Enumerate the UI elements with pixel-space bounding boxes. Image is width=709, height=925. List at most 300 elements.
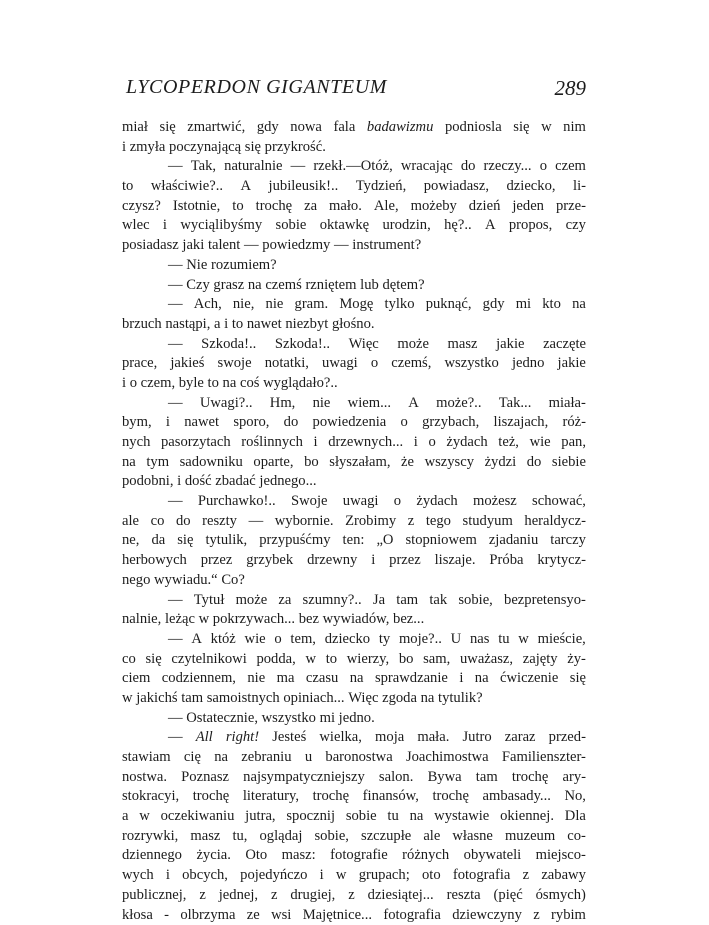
word: fala [333, 118, 355, 138]
word: i [163, 216, 167, 236]
word: może?.. [436, 394, 481, 414]
text-line [122, 610, 586, 630]
word: A [408, 394, 419, 414]
text-line [122, 807, 586, 827]
text-line [122, 886, 586, 906]
word: reszta [447, 886, 481, 906]
word: nim [563, 118, 586, 138]
word: Istotnie, [173, 197, 220, 217]
word: to [122, 177, 133, 197]
word: różnych [402, 846, 449, 866]
word: obcych, [182, 866, 228, 886]
word: i [224, 315, 232, 335]
word: tam [396, 591, 418, 611]
word: jeden [512, 197, 544, 217]
word: zmyła [130, 138, 169, 158]
italic-word: right! [226, 728, 259, 748]
text-line [122, 728, 586, 748]
word: oglądaj [259, 827, 302, 847]
word: grzybek [246, 551, 293, 571]
word: własne [452, 827, 493, 847]
word: A [241, 177, 252, 197]
word: słyszałam, [329, 453, 390, 473]
word: się [145, 650, 161, 670]
text-line [122, 551, 586, 571]
word: rozrywki, [122, 827, 178, 847]
text-line [122, 531, 586, 551]
word: na [214, 748, 228, 768]
word: bym, [122, 413, 152, 433]
word: tu [498, 630, 509, 650]
word: opiniach... [283, 689, 348, 709]
word: sporo, [233, 413, 269, 433]
word: to [326, 650, 337, 670]
text-line [122, 315, 586, 335]
word: ósmych) [536, 886, 586, 906]
word: — [168, 335, 183, 355]
word: gram. [295, 295, 329, 315]
word: i [122, 374, 130, 394]
word: najsympatyczniejszy [243, 768, 365, 788]
word: w [139, 807, 150, 827]
word: a [122, 807, 128, 827]
word: pasorzytach [161, 433, 231, 453]
word: tu, [232, 827, 247, 847]
word: trochę [512, 768, 548, 788]
text-line [122, 650, 586, 670]
word: ten: [343, 531, 365, 551]
word: tu [387, 807, 398, 827]
word: z [199, 886, 205, 906]
word: nie, [233, 295, 254, 315]
word: zgoda [382, 689, 421, 709]
word: żydzi [485, 453, 517, 473]
text-line [122, 118, 586, 138]
word: Co? [221, 571, 245, 591]
word: Jutro [462, 728, 491, 748]
text-line [122, 689, 586, 709]
word: wsi [271, 906, 291, 925]
word: bo [399, 650, 414, 670]
word: — [168, 295, 183, 315]
word: dziennego [122, 846, 182, 866]
word: ćwiczenie [500, 669, 558, 689]
word: Szkoda!.. [201, 335, 256, 355]
word: Bywa [428, 768, 462, 788]
word: Ale, [374, 197, 399, 217]
word: dziecko [325, 630, 370, 650]
word: przypuśćmy [259, 531, 330, 551]
italic-word: badawizmu [367, 118, 434, 138]
word: zjadaniu [489, 531, 538, 551]
running-title: LYCOPERDON GIGANTEUM [126, 76, 387, 99]
word: i [177, 472, 185, 492]
word: do [461, 157, 476, 177]
word: jutra, [245, 807, 275, 827]
text-line [122, 472, 586, 492]
word: wlec [122, 216, 150, 236]
word: Próba [489, 551, 523, 571]
word: i [414, 433, 418, 453]
word: swoje [218, 354, 252, 374]
word: urodzin, [383, 216, 431, 236]
word: się [160, 118, 176, 138]
word: Oto [245, 846, 267, 866]
word: trochę [193, 787, 229, 807]
word: bezpretensyo- [504, 591, 586, 611]
word: jakie [558, 354, 586, 374]
word: sadowniku [180, 453, 243, 473]
word: roślinnych [241, 433, 303, 453]
word: cię [184, 748, 201, 768]
word: tem, [290, 630, 316, 650]
word: powiedzenia [313, 413, 387, 433]
word: oczekiwaniu [161, 807, 235, 827]
word: — [168, 157, 183, 177]
word: przez [201, 551, 233, 571]
word: notatki, [265, 354, 309, 374]
word: fotografie [330, 846, 388, 866]
word: jaki [182, 236, 208, 256]
word: w [122, 689, 136, 709]
word: jubileusik!.. [269, 177, 339, 197]
word: grasz [213, 276, 247, 296]
word: czy [566, 216, 586, 236]
word: za [278, 591, 291, 611]
word: o [130, 374, 141, 394]
word: zabawy [541, 866, 586, 886]
word: ary- [563, 768, 587, 788]
word: podobni, [122, 472, 177, 492]
word: nalnie, [122, 610, 165, 630]
word: wierzy, [347, 650, 389, 670]
word: Hm, [270, 394, 296, 414]
word: na [572, 295, 586, 315]
word: ale [122, 512, 139, 532]
word: wracając [401, 157, 453, 177]
word: Nie [186, 256, 211, 276]
word: w [541, 118, 552, 138]
word: co- [567, 827, 586, 847]
word: na [223, 374, 240, 394]
word: Ach, [194, 295, 222, 315]
word: — [168, 394, 183, 414]
word: się [245, 138, 265, 158]
word: mi [320, 709, 339, 729]
word: rzekł.—Otóż, [313, 157, 392, 177]
word: grzybach, [422, 413, 479, 433]
word: codziennem, [162, 669, 236, 689]
word: mieście, [538, 630, 586, 650]
word: żydach [446, 433, 487, 453]
word: Familienszter- [502, 748, 586, 768]
word: dziesiątej... [368, 886, 434, 906]
word: mało. [329, 197, 362, 217]
word: sam, [423, 650, 450, 670]
word: pojedyńczo [240, 866, 307, 886]
word: A [191, 630, 202, 650]
word: może [236, 591, 268, 611]
text-line [122, 216, 586, 236]
word: podniosla [445, 118, 502, 138]
word: puknąć, [426, 295, 472, 315]
word: nastąpi, [165, 315, 214, 335]
word: No, [564, 787, 586, 807]
word: rozumiem? [211, 256, 277, 276]
word: prace, [122, 354, 157, 374]
word: czem [555, 157, 586, 177]
word: o [394, 492, 401, 512]
word: czemś [265, 276, 305, 296]
word: życia. [196, 846, 230, 866]
word: studyum [463, 512, 513, 532]
word: — [168, 591, 183, 611]
word: zebraniu [241, 748, 291, 768]
word: trochę [313, 787, 349, 807]
word: i [122, 138, 130, 158]
word: sprawdzanie [375, 669, 448, 689]
word: bo [304, 453, 319, 473]
word: Więc [349, 335, 379, 355]
word: podda, [256, 650, 295, 670]
word: Purchawko!.. [198, 492, 276, 512]
word: się [513, 118, 529, 138]
text-line [122, 413, 586, 433]
word: fotografia [453, 866, 511, 886]
word: — [168, 728, 183, 748]
word: jakie [496, 335, 524, 355]
word: przed- [549, 728, 586, 748]
text-line [122, 276, 586, 296]
word: zaczęte [543, 335, 586, 355]
word: tego [426, 512, 451, 532]
word: kłosa [122, 906, 153, 925]
word: na [248, 276, 265, 296]
word: Zrobimy [345, 512, 396, 532]
word: grupach; [359, 866, 410, 886]
body-text [122, 118, 586, 925]
word: moje?.. [399, 630, 442, 650]
word: talent [208, 236, 244, 256]
word: wielka, [319, 728, 362, 748]
word: niezbyt [285, 315, 332, 335]
word: nas [470, 630, 489, 650]
word: wybornie. [275, 512, 334, 532]
word: do [176, 512, 191, 532]
word: jedno. [339, 709, 375, 729]
word: siebie [552, 453, 586, 473]
word: rzniętem [305, 276, 360, 296]
word: tytulik? [438, 689, 483, 709]
text-line [122, 453, 586, 473]
word: nego [122, 571, 154, 591]
word: uważasz, [460, 650, 513, 670]
word: U [451, 630, 462, 650]
word: dość [185, 472, 215, 492]
word: Uwagi?.. [200, 394, 253, 414]
word: masz: [282, 846, 316, 866]
word: czytelnikowi [171, 650, 246, 670]
word: instrument? [352, 236, 421, 256]
word: mi [516, 295, 531, 315]
text-line [122, 394, 586, 414]
page-number: 289 [555, 76, 587, 101]
word: wszyscy [425, 453, 474, 473]
word: do [527, 453, 542, 473]
word: na [421, 689, 438, 709]
word: z [533, 906, 539, 925]
text-line [122, 866, 586, 886]
word: Ostatecznie, [186, 709, 261, 729]
word: powiedzmy [262, 236, 334, 256]
word: a [214, 315, 224, 335]
word: głośno. [332, 315, 375, 335]
word: sobie [346, 807, 377, 827]
text-line [122, 354, 586, 374]
text-line [122, 335, 586, 355]
word: - [164, 906, 169, 925]
word: z [271, 886, 277, 906]
word: wywiadów, [323, 610, 393, 630]
word: stawiam [122, 748, 171, 768]
word: że [401, 453, 414, 473]
word: tam [476, 768, 498, 788]
word: — [168, 709, 186, 729]
word: ambasady... [483, 787, 551, 807]
word: nawet [184, 413, 219, 433]
word: wywiadu.“ [154, 571, 221, 591]
word: — [334, 236, 352, 256]
word: wszystko [262, 709, 320, 729]
text-line [122, 295, 586, 315]
word: to [232, 315, 247, 335]
text-line [122, 256, 586, 276]
word: drugiej, [290, 886, 335, 906]
word: ży- [567, 650, 586, 670]
word: sobie, [458, 591, 492, 611]
word: brzuch [122, 315, 165, 335]
word: samoistnych [207, 689, 284, 709]
word: moja [375, 728, 404, 748]
word: na [410, 807, 424, 827]
word: kto [542, 295, 561, 315]
word: rybim [551, 906, 586, 925]
word: tylko [385, 295, 415, 315]
word: herbowych [122, 551, 187, 571]
word: prze- [556, 197, 586, 217]
word: oktawkę [320, 216, 369, 236]
word: w [336, 866, 347, 886]
word: jakichś [136, 689, 181, 709]
word: posiadasz [122, 236, 182, 256]
word: nostwa. [122, 768, 167, 788]
word: przez [389, 551, 421, 571]
text-line [122, 571, 586, 591]
word: bez... [393, 610, 424, 630]
word: muzeum [505, 827, 555, 847]
word: „O [376, 531, 393, 551]
word: na [475, 669, 489, 689]
word: drzewnych... [328, 433, 403, 453]
word: heraldycz- [524, 512, 586, 532]
word: uwagi [343, 492, 379, 512]
word: olbrzyma [180, 906, 235, 925]
word: o [274, 630, 281, 650]
word: da [151, 531, 165, 551]
word: baronostwa [325, 748, 392, 768]
word: ale [423, 827, 440, 847]
word: wie [530, 433, 551, 453]
word: poczynającą [169, 138, 245, 158]
word: oparte, [253, 453, 293, 473]
word: — [244, 236, 262, 256]
word: sobie, [315, 827, 349, 847]
word: jednego... [259, 472, 316, 492]
word: Więc [348, 689, 382, 709]
word: wyglądało?.. [263, 374, 338, 394]
text-line [122, 177, 586, 197]
word: do [284, 413, 299, 433]
word: o [371, 354, 378, 374]
word: Poznasz [181, 768, 229, 788]
word: na [350, 669, 364, 689]
word: — [168, 630, 183, 650]
word: Mogę [339, 295, 373, 315]
text-line [122, 138, 586, 158]
word: wystawie [434, 807, 489, 827]
text-line [122, 236, 586, 256]
word: tam [181, 689, 207, 709]
word: wyciąlibyśmy [180, 216, 262, 236]
word: wych [122, 866, 154, 886]
word: szumny?.. [303, 591, 362, 611]
word: ciem [122, 669, 150, 689]
word: stopniowem [405, 531, 476, 551]
word: tarczy [550, 531, 586, 551]
word: o [401, 413, 408, 433]
word: — [291, 157, 306, 177]
text-line [122, 433, 586, 453]
text-line [122, 906, 586, 925]
word: obywateli [464, 846, 522, 866]
word: zaraz [505, 728, 536, 748]
text-line [122, 492, 586, 512]
word: liszaje. [435, 551, 476, 571]
word: tytulik, [205, 531, 247, 551]
word: stokracyi, [122, 787, 179, 807]
word: ma [277, 669, 295, 689]
word: i [320, 866, 324, 886]
word: co [151, 512, 165, 532]
word: przykrość. [265, 138, 326, 158]
word: też, [498, 433, 519, 453]
word: jakieś [170, 354, 204, 374]
word: gdy [257, 118, 279, 138]
word: to [208, 374, 223, 394]
word: hę?.. [444, 216, 472, 236]
text-line [122, 197, 586, 217]
text-line [122, 827, 586, 847]
text-line [122, 157, 586, 177]
word: Swoje [291, 492, 327, 512]
italic-word: All [196, 728, 213, 748]
word: i [459, 669, 463, 689]
word: ze [247, 906, 260, 925]
word: pokrzywach... [213, 610, 299, 630]
word: li- [573, 177, 586, 197]
word: i [314, 433, 318, 453]
word: dętem? [382, 276, 424, 296]
